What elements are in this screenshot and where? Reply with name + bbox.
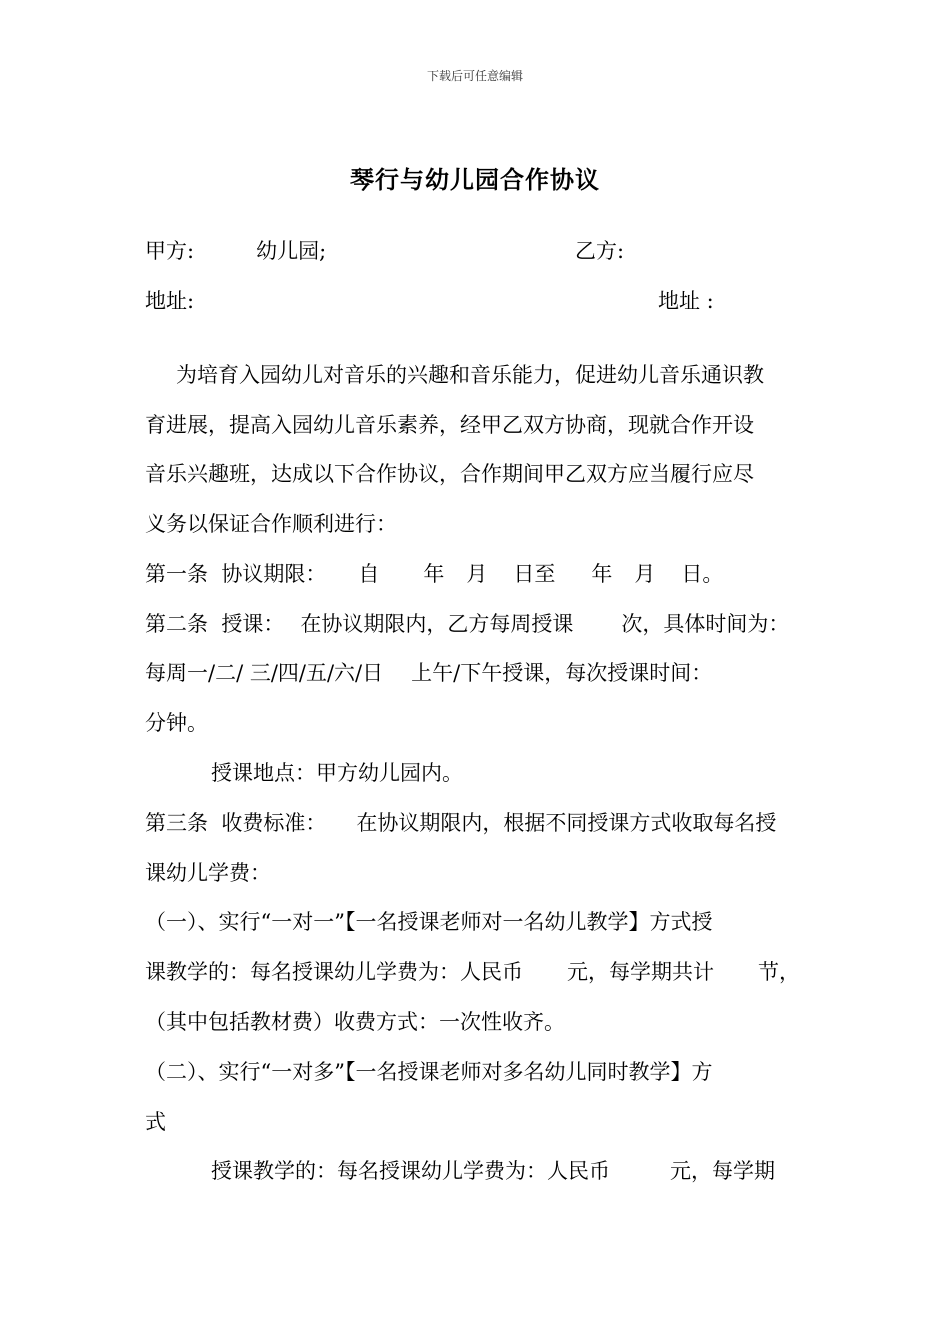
article-2-place: 授课地点：甲方幼儿园内。 — [211, 761, 463, 785]
article-2-time: 上午/下午授课，每次授课时间： — [411, 661, 713, 685]
party-b-label: 乙方: — [575, 239, 625, 263]
party-a-value: 幼儿园; — [256, 239, 327, 263]
article-3-line-2: 课幼儿学费： — [145, 861, 271, 885]
article-2-text: 在协议期限内，乙方每周授课 — [300, 612, 574, 636]
page-header: 下载后可任意编辑 — [426, 69, 523, 83]
item-1-line-1: （一）、实行“一对一”【一名授课老师对一名幼儿教学】方式授 — [145, 910, 713, 934]
item-2-line-1: （二）、实行“一对多”【一名授课老师对多名幼儿同时教学】方 — [145, 1060, 713, 1084]
intro-line-2: 育进展，提高入园幼儿音乐素养，经甲乙双方协商，现就合作开设 — [145, 413, 754, 437]
article-3 — [145, 808, 776, 838]
article-2-text-b: 次，具体时间为： — [621, 612, 790, 636]
intro-line-3: 音乐兴趣班，达成以下合作协议，合作期间甲乙双方应当履行应尽 — [145, 462, 754, 486]
document-title: 琴行与幼儿园合作协议 — [350, 166, 600, 194]
article-1-year: 年 — [423, 562, 445, 586]
article-1-label: 第一条 协议期限： — [145, 562, 327, 586]
item-2-line-2: 式 — [145, 1110, 166, 1134]
intro-line-4: 义务以保证合作顺利进行： — [145, 512, 397, 536]
article-1-day-end: 日。 — [681, 562, 724, 586]
item-1-sessions: 节， — [758, 960, 800, 984]
item-1-fee: 课教学的：每名授课幼儿学费为：人民币 — [145, 960, 523, 984]
article-1 — [145, 559, 723, 589]
item-1-line-2 — [145, 957, 800, 987]
address-a-label: 地址: — [145, 289, 195, 313]
article-1-year-end: 年 — [591, 562, 613, 586]
article-2-label: 第二条 授课： — [145, 612, 285, 636]
item-1-per-term: 元，每学期共计 — [567, 960, 714, 984]
article-2-line-3: 分钟。 — [145, 711, 208, 735]
intro-line-1: 为培育入园幼儿对音乐的兴趣和音乐能力，促进幼儿音乐通识教 — [176, 363, 764, 387]
item-2-per-term: 元，每学期 — [670, 1159, 775, 1183]
item-2-line-3 — [211, 1156, 775, 1186]
article-2-line-2 — [145, 658, 712, 688]
article-1-dayto: 日至 — [513, 562, 556, 586]
article-1-from: 自 — [358, 562, 380, 586]
article-1-month: 月 — [466, 562, 488, 586]
article-3-label: 第三条 收费标准： — [145, 811, 327, 835]
article-1-month-end: 月 — [634, 562, 656, 586]
address-b-label: 地址 : — [658, 289, 714, 313]
item-2-fee: 授课教学的：每名授课幼儿学费为：人民币 — [211, 1159, 610, 1183]
article-3-text: 在协议期限内，根据不同授课方式收取每名授 — [356, 811, 777, 835]
party-a-label: 甲方: — [145, 239, 195, 263]
party-line — [145, 236, 326, 266]
article-2-weekdays: 每周一/二/ 三/四/五/六/日 — [145, 661, 384, 685]
item-1-line-3: （其中包括教材费）收费方式：一次性收齐。 — [145, 1010, 565, 1034]
article-2 — [145, 609, 789, 639]
